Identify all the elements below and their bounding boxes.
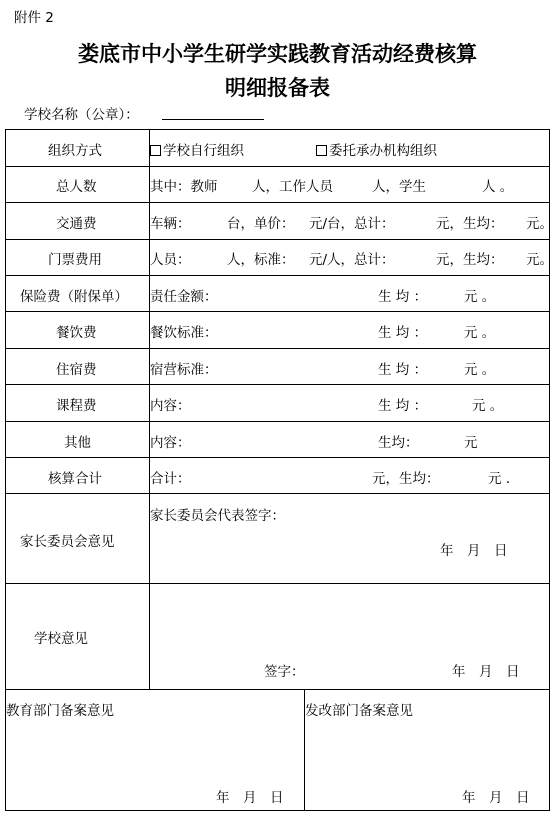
total-label: 总人数 [56, 179, 97, 195]
transport-price-text: 台，单价： [227, 216, 295, 232]
meal-label: 餐饮费 [56, 325, 97, 341]
meal-standard-text: 餐饮标准： [150, 325, 218, 341]
total-teacher-text: 其中：教师 [150, 179, 218, 195]
self-organize-option[interactable]: 学校自行组织 [150, 139, 244, 159]
parents-date: 年 月 日 [440, 543, 508, 559]
lodging-label: 住宿费 [56, 362, 97, 378]
school-name-blank[interactable] [162, 119, 264, 120]
ticket-avg-text: 元，生均： [436, 252, 504, 268]
meal-avg-text: 生 均 ： [378, 325, 428, 341]
transport-total-text: 元/台，总计： [309, 216, 395, 232]
insurance-end-text: 元 。 [464, 289, 496, 305]
course-content-text: 内容： [150, 398, 191, 414]
other-avg-text: 生均： [378, 435, 419, 451]
insurance-avg-text: 生 均 ： [378, 289, 428, 305]
checkbox-icon[interactable] [150, 145, 161, 156]
total-end-text: 人 。 [482, 179, 514, 195]
total-staff-text: 人，工作人员 [252, 179, 333, 195]
ticket-standard-text: 人，标准： [227, 252, 295, 268]
attachment-label: 附件 2 [14, 10, 54, 26]
other-label: 其他 [64, 435, 91, 451]
course-label: 课程费 [56, 398, 97, 414]
ticket-end-text: 元。 [526, 252, 553, 268]
lodging-avg-text: 生 均 ： [378, 362, 428, 378]
other-content-text: 内容： [150, 435, 191, 451]
sum-avg-text: 元，生均： [372, 471, 440, 487]
dev-dept-label: 发改部门备案意见 [305, 703, 413, 719]
meal-end-text: 元 。 [464, 325, 496, 341]
insurance-label: 保险费（附保单） [20, 289, 128, 305]
lodging-end-text: 元 。 [464, 362, 496, 378]
school-sign-label: 签字： [264, 664, 305, 680]
transport-label: 交通费 [56, 216, 97, 232]
ticket-people-text: 人员： [150, 252, 191, 268]
transport-avg-text: 元，生均： [436, 216, 504, 232]
ticket-total-text: 元/人，总计： [309, 252, 395, 268]
other-end-text: 元 [464, 435, 478, 451]
insurance-amount-text: 责任金额： [150, 289, 218, 305]
org-method-label: 组织方式 [48, 143, 102, 159]
sum-total-text: 合计： [150, 471, 191, 487]
school-opinion-label: 学校意见 [34, 631, 88, 647]
parents-sign-label: 家长委员会代表签字： [150, 508, 285, 524]
page-subtitle: 明细报备表 [225, 75, 330, 100]
ticket-label: 门票费用 [48, 252, 102, 268]
transport-end-text: 元。 [526, 216, 553, 232]
lodging-standard-text: 宿营标准： [150, 362, 218, 378]
dev-dept-date: 年 月 日 [462, 790, 530, 806]
course-avg-text: 生 均 ： [378, 398, 428, 414]
edu-dept-label: 教育部门备案意见 [6, 703, 114, 719]
school-name-label: 学校名称（公章）： [24, 107, 139, 123]
parents-opinion-label: 家长委员会意见 [20, 534, 115, 550]
course-end-text: 元 。 [472, 398, 504, 414]
sum-end-text: 元 . [488, 471, 511, 487]
entrust-organize-option[interactable]: 委托承办机构组织 [316, 139, 437, 159]
total-student-text: 人，学生 [372, 179, 426, 195]
transport-vehicles-text: 车辆： [150, 216, 191, 232]
checkbox-icon[interactable] [316, 145, 327, 156]
page-title: 娄底市中小学生研学实践教育活动经费核算 [78, 41, 477, 66]
school-date: 年 月 日 [452, 664, 520, 680]
sum-label: 核算合计 [48, 471, 102, 487]
edu-dept-date: 年 月 日 [216, 790, 284, 806]
